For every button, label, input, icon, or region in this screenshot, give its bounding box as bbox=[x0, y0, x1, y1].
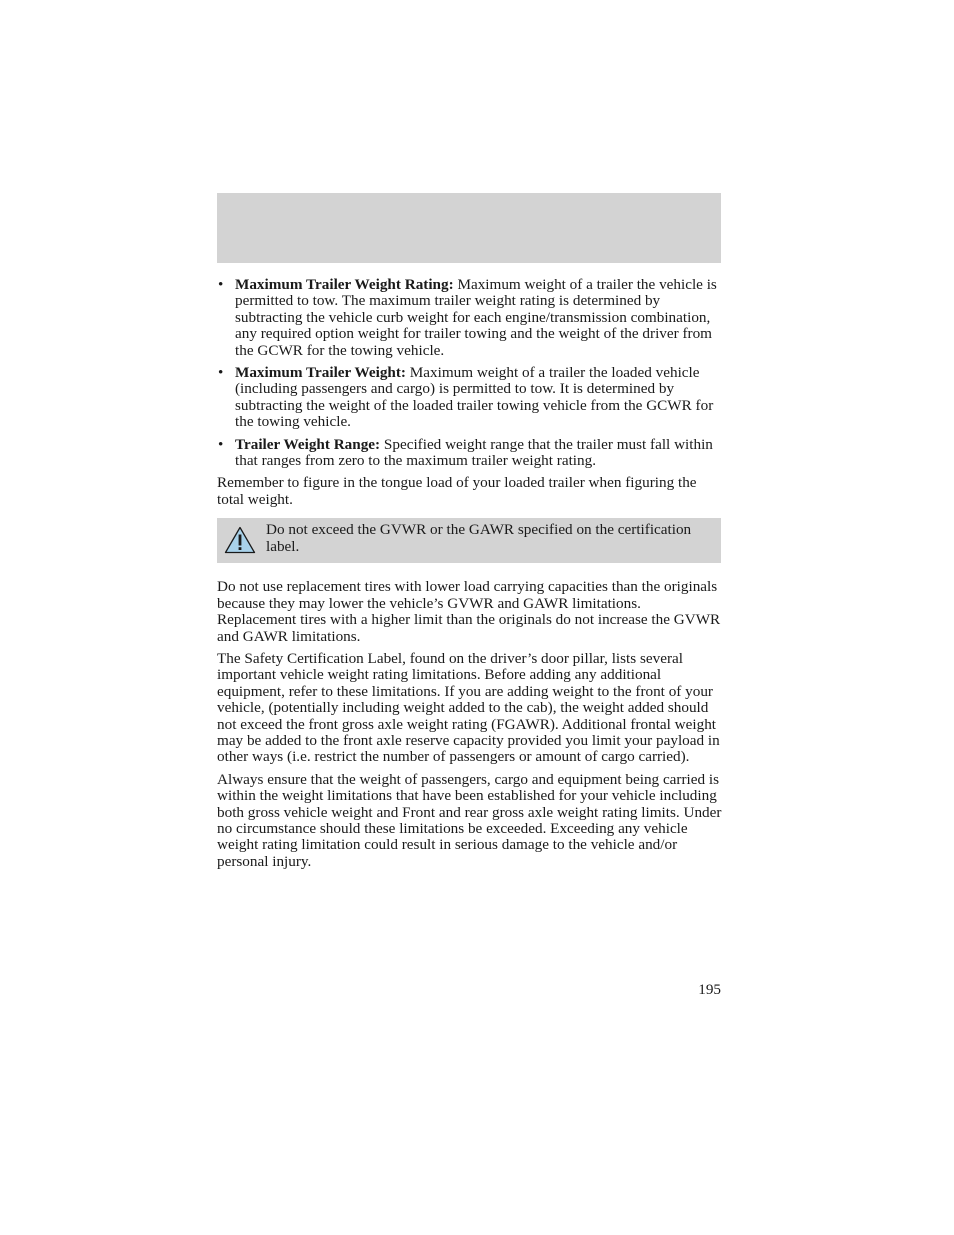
definition-term: Trailer Weight Range: bbox=[235, 435, 381, 453]
warning-box bbox=[217, 518, 721, 563]
page-number: 195 bbox=[698, 981, 721, 998]
list-item bbox=[217, 365, 723, 431]
definition-text: Maximum weight of a trailer the vehicle is permitted to tow. The maximum trailer weight rating is determined by subtracting the vehicle curb weight for each engine/transmission combination, any required option weight for trailer towing and the weight of the driver from the GCWR for the towing vehicle. bbox=[235, 276, 717, 359]
definition-list bbox=[217, 277, 723, 469]
bullet-icon: • bbox=[218, 435, 224, 453]
definition-term: Maximum Trailer Weight Rating: bbox=[235, 276, 454, 293]
body-paragraph: Do not use replacement tires with lower load carrying capacities than the originals because they may lower the vehicle’s GVWR and GAWR limitations. Replacement tires with a higher limit than the originals do not increase the GVWR and GAWR limitations. bbox=[217, 578, 721, 645]
definition-term: Maximum Trailer Weight: bbox=[235, 364, 406, 382]
bullet-icon: • bbox=[218, 276, 224, 293]
body-paragraph: The Safety Certification Label, found on the driver’s door pillar, lists several important vehicle weight rating limitations. Before adding any additional equipment, refer to these limitations. If you are adding weight to the front of your vehicle, (potentially including weight added to the cab), the weight added should not exceed the front gross axle weight rating (FGAWR). Additional frontal weight may be added to the front axle reserve capacity provided you limit your payload in other ways (i.e. restrict the number of passengers or amount of cargo carried). bbox=[217, 649, 720, 766]
warning-triangle-icon bbox=[224, 526, 256, 554]
body-paragraph: Always ensure that the weight of passengers, cargo and equipment being carried is within the weight limitations that have been established for your vehicle including both gross vehicle weight and Front and rear gross axle weight rating limits. Under no circumstance should these limitations be exceeded. Exceeding any vehicle weight rating limitation could result in serious damage to the vehicle and/or personal injury. bbox=[217, 770, 722, 870]
intro-paragraph: Remember to figure in the tongue load of your loaded trailer when figuring the total weight. bbox=[217, 474, 697, 508]
bullet-icon: • bbox=[218, 364, 224, 382]
page-content bbox=[217, 277, 723, 876]
section-header-band bbox=[217, 193, 721, 263]
list-item bbox=[217, 437, 723, 470]
definition-text: Maximum weight of a trailer the loaded vehicle (including passengers and cargo) is permitted to tow. It is determined by subtracting the weight of the loaded trailer towing vehicle from the GCWR for the towing vehicle. bbox=[235, 364, 714, 431]
warning-text: Do not exceed the GVWR or the GAWR specified on the certification label. bbox=[266, 521, 692, 555]
list-item bbox=[217, 277, 723, 359]
definition-text: Specified weight range that the trailer must fall within that ranges from zero to the maximum trailer weight rating. bbox=[235, 435, 713, 470]
